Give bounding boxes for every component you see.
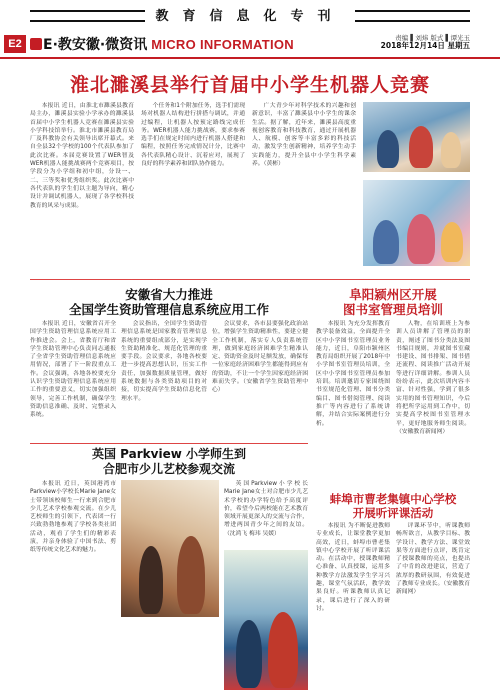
article2-title-line1: 阜阳颍州区开展 — [349, 287, 437, 302]
section-title-cn: E·教安徽·微资讯 — [43, 37, 148, 53]
article3-title — [30, 447, 308, 477]
article2-title — [316, 287, 470, 317]
article3-title-line1: 英国 Parkview 小学师生到 — [92, 447, 246, 461]
article4-title-line1: 蚌埠市曹老集镇中心学校 — [329, 492, 457, 506]
masthead-strip — [0, 0, 500, 32]
article1-title-line2: 全国学生资助管理信息系统应用工作 — [68, 302, 269, 317]
lead-photo-1 — [363, 102, 470, 172]
page-meta — [381, 34, 470, 50]
article1-title-line1: 安徽省大力推进 — [125, 287, 213, 302]
article1-title — [30, 287, 308, 317]
paper-title: 教育信息化专刊 — [145, 9, 354, 24]
article3-column-1: 本报讯 近日，英国港湾市Parkview小学校长Marie Jane女士带领该校师生一行来到合肥市少儿艺术学校参观交流。在少儿艺校师生的引领下，代表团一行兴致勃勃地参观了学校各类社团活动，观看了学生们的精彩表演，并亲身体验了中国书法、剪纸等传统文化艺术的魅力。 — [30, 481, 116, 554]
article2-column-2: 人物，在培训班上为参训人员讲解了管理员的职责，阐述了图书分类法及图书编目规则，并就图书室藏书建设、图书排架、图书借还流程、阅读推广活动开展等进行详细讲解。参训人员纷纷表示，此次培训内容丰富、针对性强，学到了很多实用的图书管理知识，今后将把所学运用到工作中，切实提高学校图书室管理水平，更好地服务师生阅读。（安徽教育新闻网） — [396, 321, 470, 435]
section-title — [30, 34, 294, 56]
section-divider-1 — [30, 279, 470, 280]
editor-line: 责编 ▌刘炜 版式 ▌谭光玉 — [395, 34, 470, 42]
page-header — [0, 34, 500, 56]
section-logo-icon — [30, 38, 42, 50]
article2-title-line2: 图书室管理员培训 — [342, 302, 443, 317]
article3-column-2: 英国Parkview小学校长Marie Jane女士对合肥市少儿艺术学校的办学特色给予高度评价，希望今后两校能在艺术教育领域开展更深入的交流与合作，增进两国青少年之间的友谊。（沈鸿飞 梅玮 吴媛） — [224, 481, 308, 537]
lead-column-2: 个任务和1个附加任务，选手们需现场对机器人结构进行拼搭与调试，并通过编程，让机器人按预定路线完成任务。WER机器人能力挑战赛，要求参赛选手们在规定时间内进行机器人搭建和编程，按照任务完成情况计分，比赛中各代表队精心设计、沉着应对，展现了良好的科学素养和团队协作能力。 — [141, 103, 245, 168]
article4-title-line2: 开展听评课活动 — [352, 506, 434, 520]
section-divider-2 — [30, 443, 308, 444]
section-title-en: MICRO INFORMATION — [151, 37, 294, 52]
article4-title — [316, 492, 470, 520]
page-number-badge: E2 — [4, 35, 26, 53]
lead-column-3: 广大青少年对科学技术的兴趣和创新意识，丰富了濉溪县中小学生的课余生活。据了解，近年来，濉溪县高度重视创客教育和科技教育，通过开展机器人、航模、创客等丰富多彩的科技活动，激发学生创新精神，培养学生动手实践能力，提升全县中小学生科学素养。（黄彬） — [252, 103, 356, 168]
article1-column-2: 会议指出，全国学生资助管理信息系统是国家教育管理信息系统的重要组成部分，是实现学生资助精准化、规范化管理的重要手段。会议要求，各地各校要进一步提高思想认识，压实工作责任，加强数据质量管理，做好系统数据与各类资助项目的对接，切实提高学生资助信息化管理水平。 — [121, 321, 207, 402]
lead-headline: 淮北濉溪县举行首届中小学生机器人竞赛 — [69, 74, 430, 96]
header-divider — [0, 57, 500, 59]
lead-column-1: 本报讯 近日，由淮北市濉溪县教育局主办，濉溪县实验小学承办的濉溪县首届中小学生机器人竞赛在濉溪县实验小学科技馆举行。淮北市濉溪县教育局厂及科教协会有关领导出席开幕式。来自全县32个学校的100个代表队参加了此次比赛。本届竞赛设置了WER智及WER机器人能挑战赛两个竞赛项目，按学段分为小学组和初中组，分设一、二、三等奖和优秀组织奖。此次比赛中各代表队的学生们以主题为导向，精心设计并调试机器人，展现了各学校科技教育的风采与成果。 — [30, 103, 134, 209]
lead-photo-2 — [363, 180, 470, 266]
article4-column-1: 本报讯 为不断促进教师专业成长，让课堂教学更加高效，近日，蚌埠市曹老集镇中心学校开展了听评课活动。在活动中，授课教师精心准备、认真授课，运用多种教学方法激发学生学习兴趣，课堂气氛活跃，教学效果良好。听课教师认真记录，课后进行了深入的研讨。 — [316, 523, 390, 612]
article3-photo — [121, 480, 219, 617]
article1-column-1: 本报讯 近日，安徽省召开全国学生资助管理信息系统应用工作推进会。会上，省教育厅和省学生资助管理中心负责同志通报了全省学生资助管理信息系统应用情况，部署了下一阶段重点工作。会议强调，各地各校要充分认识学生资助管理信息系统应用工作的重要意义，切实加强组织领导，完善工作机制，确保学生资助信息准确、及时、完整录入系统。 — [30, 321, 116, 419]
article3-photo-2 — [224, 550, 308, 690]
article3-title-line2: 合肥市少儿艺校参观交流 — [102, 462, 235, 476]
article4-column-2: 评课环节中，听课教师畅所欲言，从教学目标、教学设计、教学方法、课堂效果等方面进行点评，既肯定了授课教师的亮点，也提出了中肯的改进建议，营造了浓厚的教研氛围，有效促进了教师专业成长。（安徽教育新闻网） — [396, 523, 470, 596]
article2-column-1: 本报讯 为充分发挥教育教学装备效益，全面提升全区中小学图书室管理员业务能力，近日，阜阳市颍州区教育局组织开展了2018年中小学图书室管理员培训，全区中小学图书室管理员参加培训。培训邀请专家围绕图书室规范化管理、图书分类编目、图书借阅管理、阅读推广等内容进行了系统讲解，并结合实际案例进行分析。 — [316, 321, 390, 427]
article1-column-3: 会议要求，各市县要强化政治站位，增强学生资助精准性，要建立健全工作机制，落实专人负责系统管理，做到家庭经济困难学生精准认定、资助资金及时足额发放，确保每一位家庭经济困难学生都能得到应有的资助，不让一个学生因家庭经济困难而失学。（安徽省学生资助管理中心） — [212, 321, 308, 394]
date-line: 2018年12月14日 星期五 — [380, 41, 470, 50]
